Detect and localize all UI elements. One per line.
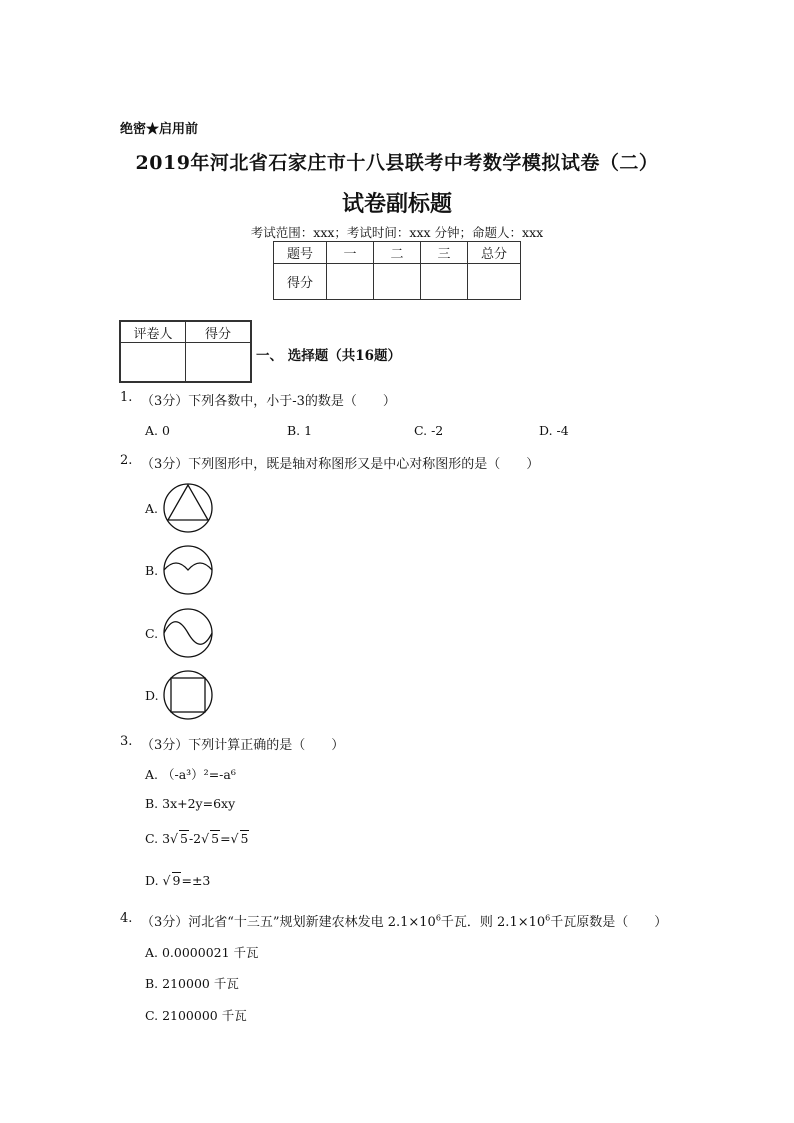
option-label: A. [145,767,159,782]
option-d: D. [145,688,159,703]
circle-wave-figure [162,607,214,659]
radicand: 5 [240,831,249,846]
question-number: 1. [120,390,133,405]
score-header-cell: 总分 [468,242,521,264]
option-a: A. 0 [145,423,170,438]
score-cell [327,264,374,300]
option-a: A. [145,501,159,516]
question-number: 3. [120,734,133,749]
score-cell [421,264,468,300]
question-text [141,911,667,930]
confidential-label: 绝密★启用前 [120,122,199,137]
option-d: D. -4 [539,423,569,438]
exam-subtitle: 试卷副标题 [341,191,452,217]
option-a [145,765,236,783]
sqrt-expression: √ 5 [170,831,188,846]
question-text-part: 千瓦．则 2.1×10 [440,915,546,930]
radicand: 5 [180,831,188,846]
sqrt-expression: √ 5 [230,831,249,846]
sqrt-expression: √ 9 [162,873,181,888]
exponent: 6 [435,913,441,923]
score-table [273,241,521,300]
option-b: B. 1 [287,423,313,438]
score-header-cell: 三 [421,242,468,264]
option-b: B. [145,563,159,578]
radicand: 5 [211,831,220,846]
section-title: 一、 选择题（共16题） [256,348,401,364]
question-text: （3分）下列各数中，小于-3的数是（ ） [141,394,396,409]
sqrt-expression: √ 5 [201,831,220,846]
grader-table [119,320,252,383]
grader-cell [120,343,186,383]
question-number: 4. [120,911,133,926]
option-d [145,873,210,888]
exam-title: 2019年河北省石家庄市十八县联考中考数学模拟试卷（二） [135,152,659,174]
grader-header-cell: 得分 [186,321,252,343]
exponent: 6 [545,913,551,923]
radicand: 9 [172,873,181,888]
score-header-cell: 一 [327,242,374,264]
circle-arc-figure [162,544,214,596]
option-expression: （-a³）²=-a⁶ [162,767,236,782]
option-c: C. -2 [414,423,444,438]
score-header-cell: 题号 [274,242,327,264]
option-label: C. 3 [145,831,171,846]
question-number: 2. [120,453,133,468]
score-header-cell: 二 [374,242,421,264]
option-b: B. 3x+2y=6xy [145,796,236,811]
option-a: A. 0.0000021 千瓦 [145,945,259,960]
option-c: C. [145,626,159,641]
option-b: B. 210000 千瓦 [145,976,239,991]
option-result: =±3 [181,873,211,888]
operator: -2 [188,831,202,846]
question-text-part: 千瓦原数是（ ） [550,915,668,930]
score-cell [374,264,421,300]
grader-cell [186,343,252,383]
circle-square-figure [162,669,214,721]
score-row-label: 得分 [274,264,327,300]
question-text: （3分）下列计算正确的是（ ） [141,738,345,753]
score-cell [468,264,521,300]
question-text: （3分）下列图形中，既是轴对称图形又是中心对称图形的是（ ） [141,457,540,472]
option-c: C. 2100000 千瓦 [145,1008,247,1023]
operator: = [220,831,231,846]
exam-info: 考试范围：xxx；考试时间：xxx 分钟；命题人：xxx [250,225,544,240]
question-text-part: （3分）河北省“十三五”规划新建农林发电 2.1×10 [141,915,436,930]
option-label: D. [145,873,159,888]
option-c [145,831,249,846]
circle-triangle-figure [162,482,214,534]
grader-header-cell: 评卷人 [120,321,186,343]
